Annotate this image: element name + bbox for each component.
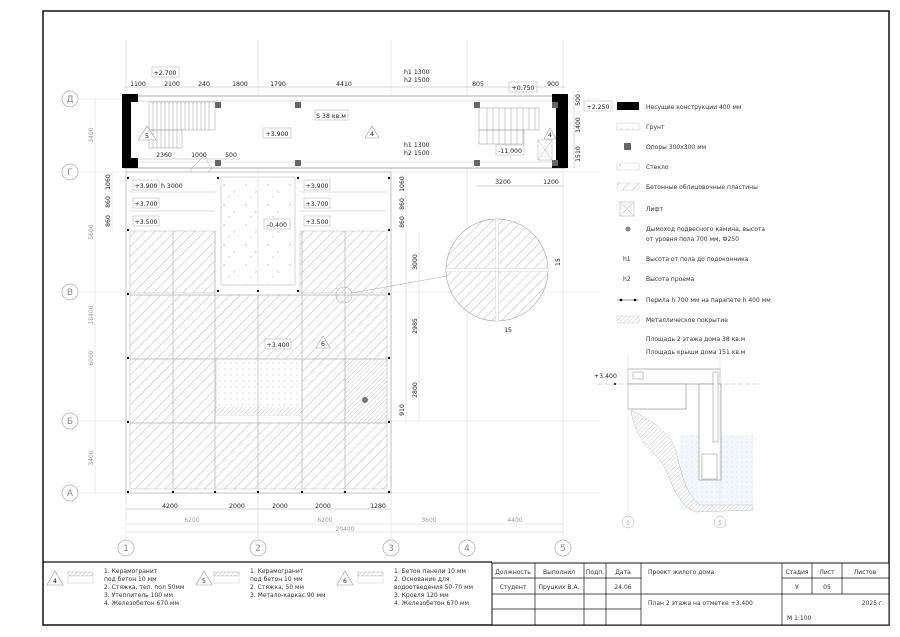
tb-date: 24.06 xyxy=(614,584,632,591)
layer-item: под бетон 10 мм xyxy=(250,576,303,583)
dim-value: 5600 xyxy=(88,224,95,240)
level-left-room: +3.900 xyxy=(265,131,289,138)
axis-marker-g xyxy=(62,164,78,180)
dim-value: 1400 xyxy=(575,117,582,133)
layer-item: 1. Керамогранит xyxy=(104,568,158,575)
legend-label: Металлическое покрытие xyxy=(646,317,728,324)
tb-header: Лист xyxy=(819,569,835,576)
legend-label: Перила h 700 мм на парапете h 400 мм xyxy=(646,297,771,304)
tb-scale: М 1:100 xyxy=(787,615,812,622)
marker-label: 4 xyxy=(370,131,374,138)
dim-value: 1280 xyxy=(370,503,386,510)
dim-value: 2985 xyxy=(412,318,419,334)
dim-value: 3600 xyxy=(421,517,437,524)
axis-marker-v xyxy=(62,284,78,300)
axis-label: 4 xyxy=(464,544,470,554)
layer-mark: 5 xyxy=(202,578,206,585)
dim-value: 1060 xyxy=(399,176,406,192)
dim-value: 900 xyxy=(547,81,559,88)
axis-marker-3 xyxy=(383,540,399,556)
dim-chain-bottom xyxy=(126,503,563,533)
layer-item: 2. Основание для xyxy=(394,576,450,583)
legend-label: Стекло xyxy=(646,164,669,171)
dim-value: 240 xyxy=(198,81,210,88)
legend-swatch-bearing xyxy=(617,102,639,110)
layer-item: 4. Железобетон 670 мм xyxy=(394,600,469,607)
area-label: S 38 кв.м xyxy=(316,113,346,120)
axis-marker-b xyxy=(62,413,78,429)
axis-label: В xyxy=(66,288,74,298)
legend-symbol: h2 xyxy=(623,276,631,283)
dim-value: 3200 xyxy=(495,179,511,186)
marker-label: 4 xyxy=(548,132,552,139)
dim-value: 860 xyxy=(105,215,112,227)
axis-label: А xyxy=(66,489,74,499)
upper-floor xyxy=(122,94,568,180)
level-right-lift: -11.000 xyxy=(498,148,522,155)
legend-chimney-icon xyxy=(626,227,631,232)
layer-spec-4 xyxy=(47,568,184,607)
level-step: +3.700 xyxy=(305,201,329,208)
legend-label: Бетонные облицовочные пластины xyxy=(646,184,758,191)
dim-value: 1000 xyxy=(191,152,207,159)
dim-chain-left xyxy=(88,99,112,493)
dim-value: 2000 xyxy=(272,503,288,510)
dim-value: 1790 xyxy=(270,81,286,88)
dim-value: 15 xyxy=(555,258,562,266)
level-step: +3.500 xyxy=(134,219,158,226)
legend-label: Высота от пола до подоконника xyxy=(646,256,749,263)
legend-swatch-glass xyxy=(617,163,639,170)
dim-chain-right-top xyxy=(574,94,582,168)
level-right-outside: +2.250 xyxy=(586,104,610,111)
layer-spec-6 xyxy=(337,568,473,607)
axis-label: 1 xyxy=(626,520,630,527)
detail-circle xyxy=(446,219,562,334)
legend-swatch-pillar xyxy=(624,143,631,150)
dim-value: 1800 xyxy=(232,81,248,88)
axis-label: 5 xyxy=(560,544,566,554)
dim-value: 3400 xyxy=(88,127,95,143)
layer-mark: 4 xyxy=(53,578,57,585)
window-h1-mid: h1 1300 xyxy=(404,142,430,149)
legend-swatch-metal xyxy=(617,316,639,323)
tb-header: Дата xyxy=(615,569,631,576)
axis-marker-a xyxy=(62,485,78,501)
dim-value: 1200 xyxy=(543,179,559,186)
marker-label: 6 xyxy=(321,341,325,348)
dim-value: 6200 xyxy=(184,517,200,524)
dim-value: 15 xyxy=(504,327,512,334)
layer-item: водоотведения 50-70 мм xyxy=(394,584,473,591)
level-step: +3.900 xyxy=(134,183,158,190)
dim-value: 1510 xyxy=(575,146,582,162)
level-step: +3.900 xyxy=(305,183,329,190)
layer-spec-5 xyxy=(196,568,326,599)
tb-header: Подп. xyxy=(585,569,605,576)
layer-item: 2. Стяжка, теп. пол 50мм xyxy=(104,584,185,591)
section-detail xyxy=(594,355,760,528)
layer-item: под бетон 10 мм xyxy=(104,576,157,583)
tb-header: Листов xyxy=(853,569,877,576)
level-stair-top: +2.700 xyxy=(153,70,177,77)
legend-label: Лифт xyxy=(646,206,664,213)
dim-value: 860 xyxy=(399,198,406,210)
tb-sheet-title: План 2 этажа на отметке +3.400 xyxy=(648,600,753,607)
tb-author: Пруцких В.А. xyxy=(538,584,580,591)
dim-value: 1100 xyxy=(130,81,146,88)
level-roof: +3.400 xyxy=(266,342,290,349)
layer-item: 2. Стяжка, 50 мм xyxy=(250,584,305,591)
axis-marker-2 xyxy=(250,540,266,556)
level-step: +3.500 xyxy=(305,219,329,226)
axis-label: 2 xyxy=(255,544,261,554)
dim-value: 860 xyxy=(399,216,406,228)
layer-item: 3. Кровля 120 мм xyxy=(394,592,449,599)
axis-marker-4 xyxy=(459,540,475,556)
legend-label: Несущие конструкции 400 мм xyxy=(646,104,742,111)
dim-value: 500 xyxy=(225,152,237,159)
axis-marker-d xyxy=(62,91,78,107)
dim-value: 2100 xyxy=(164,81,180,88)
dim-value: 910 xyxy=(399,404,406,416)
legend xyxy=(617,102,771,356)
level-step: +3.700 xyxy=(134,201,158,208)
area-floor-2: Площадь 2 этажа дома 38 кв.м xyxy=(646,336,746,343)
dim-value: 500 xyxy=(575,94,582,106)
tb-header: Выполнил xyxy=(543,569,575,576)
dim-chain-top xyxy=(124,81,566,88)
layer-item: 3. Метало-каркас 90 мм xyxy=(250,592,326,599)
layer-item: 4. Железобетон 670 мм xyxy=(104,600,179,607)
axis-label: Д xyxy=(66,95,74,105)
dim-value: 3000 xyxy=(412,254,419,270)
level-center-pit: -0.400 xyxy=(267,222,287,229)
dim-value: 2800 xyxy=(412,382,419,398)
legend-railing-icon xyxy=(617,299,639,302)
dim-value: 2000 xyxy=(229,503,245,510)
window-h2-top: h2 1500 xyxy=(404,77,430,84)
legend-swatch-concrete xyxy=(617,183,639,190)
dim-total: 20400 xyxy=(335,526,355,533)
legend-lift-icon xyxy=(620,202,634,216)
dim-value: 2000 xyxy=(315,503,331,510)
marker-label: 5 xyxy=(145,133,149,140)
layer-mark: 6 xyxy=(343,578,347,585)
tb-header: Стадия xyxy=(785,569,809,576)
dim-value: 2360 xyxy=(156,152,172,159)
dim-value: 6000 xyxy=(88,350,95,366)
dim-value: 3400 xyxy=(88,450,95,466)
glass-panel xyxy=(216,359,302,415)
tb-stage: У xyxy=(795,584,799,591)
axis-marker-5 xyxy=(555,540,571,556)
tb-project: Проект жилого дома xyxy=(648,569,715,576)
legend-label: Дымоход подвесного камина, высота xyxy=(646,226,766,233)
legend-label: Опоры 300х300 мм xyxy=(646,144,707,151)
axis-marker-1 xyxy=(118,540,134,556)
level-right-stair: +0.750 xyxy=(511,85,535,92)
axis-label: Б xyxy=(66,417,74,427)
dim-value: 1060 xyxy=(105,174,112,190)
dim-value: 860 xyxy=(105,196,112,208)
dim-value: 4400 xyxy=(507,517,523,524)
step-height: h 3000 xyxy=(161,183,183,190)
dim-value: 4410 xyxy=(336,81,352,88)
layer-item: 1. Бетон панели 10 мм xyxy=(394,568,466,575)
legend-label: от уровня пола 700 мм, Ф250 xyxy=(646,236,739,243)
tb-header: Должность xyxy=(495,569,531,576)
dim-value: 4200 xyxy=(162,503,178,510)
metal-panel xyxy=(345,359,387,423)
dim-value: 6200 xyxy=(317,517,333,524)
legend-label: Грунт xyxy=(646,124,665,131)
layer-item: 1. Керамогранит xyxy=(250,568,304,575)
tb-year: 2025 г. xyxy=(861,600,884,607)
window-h1-top: h1 1300 xyxy=(404,69,430,76)
axis-label: 5 xyxy=(718,520,722,527)
legend-label: Высота проема xyxy=(646,276,695,283)
title-block xyxy=(492,563,889,625)
legend-swatch-ground xyxy=(617,123,639,130)
area-roof: Площадь крыши дома 151 кв.м xyxy=(646,349,746,356)
axis-label: Г xyxy=(67,168,73,178)
dim-value: 18400 xyxy=(88,305,95,325)
dim-chain-right xyxy=(399,172,419,421)
legend-symbol: h1 xyxy=(623,256,631,263)
tb-sheet: 05 xyxy=(823,584,831,591)
dim-value: 805 xyxy=(472,81,484,88)
chimney xyxy=(362,397,368,403)
axis-label: 1 xyxy=(123,544,129,554)
layer-item: 3. Утеплитель 100 мм xyxy=(104,592,174,599)
level-section: +3.400 xyxy=(594,373,617,380)
axis-label: 3 xyxy=(388,544,394,554)
tb-position: Студент xyxy=(499,584,527,591)
window-h2-mid: h2 1500 xyxy=(404,150,430,157)
